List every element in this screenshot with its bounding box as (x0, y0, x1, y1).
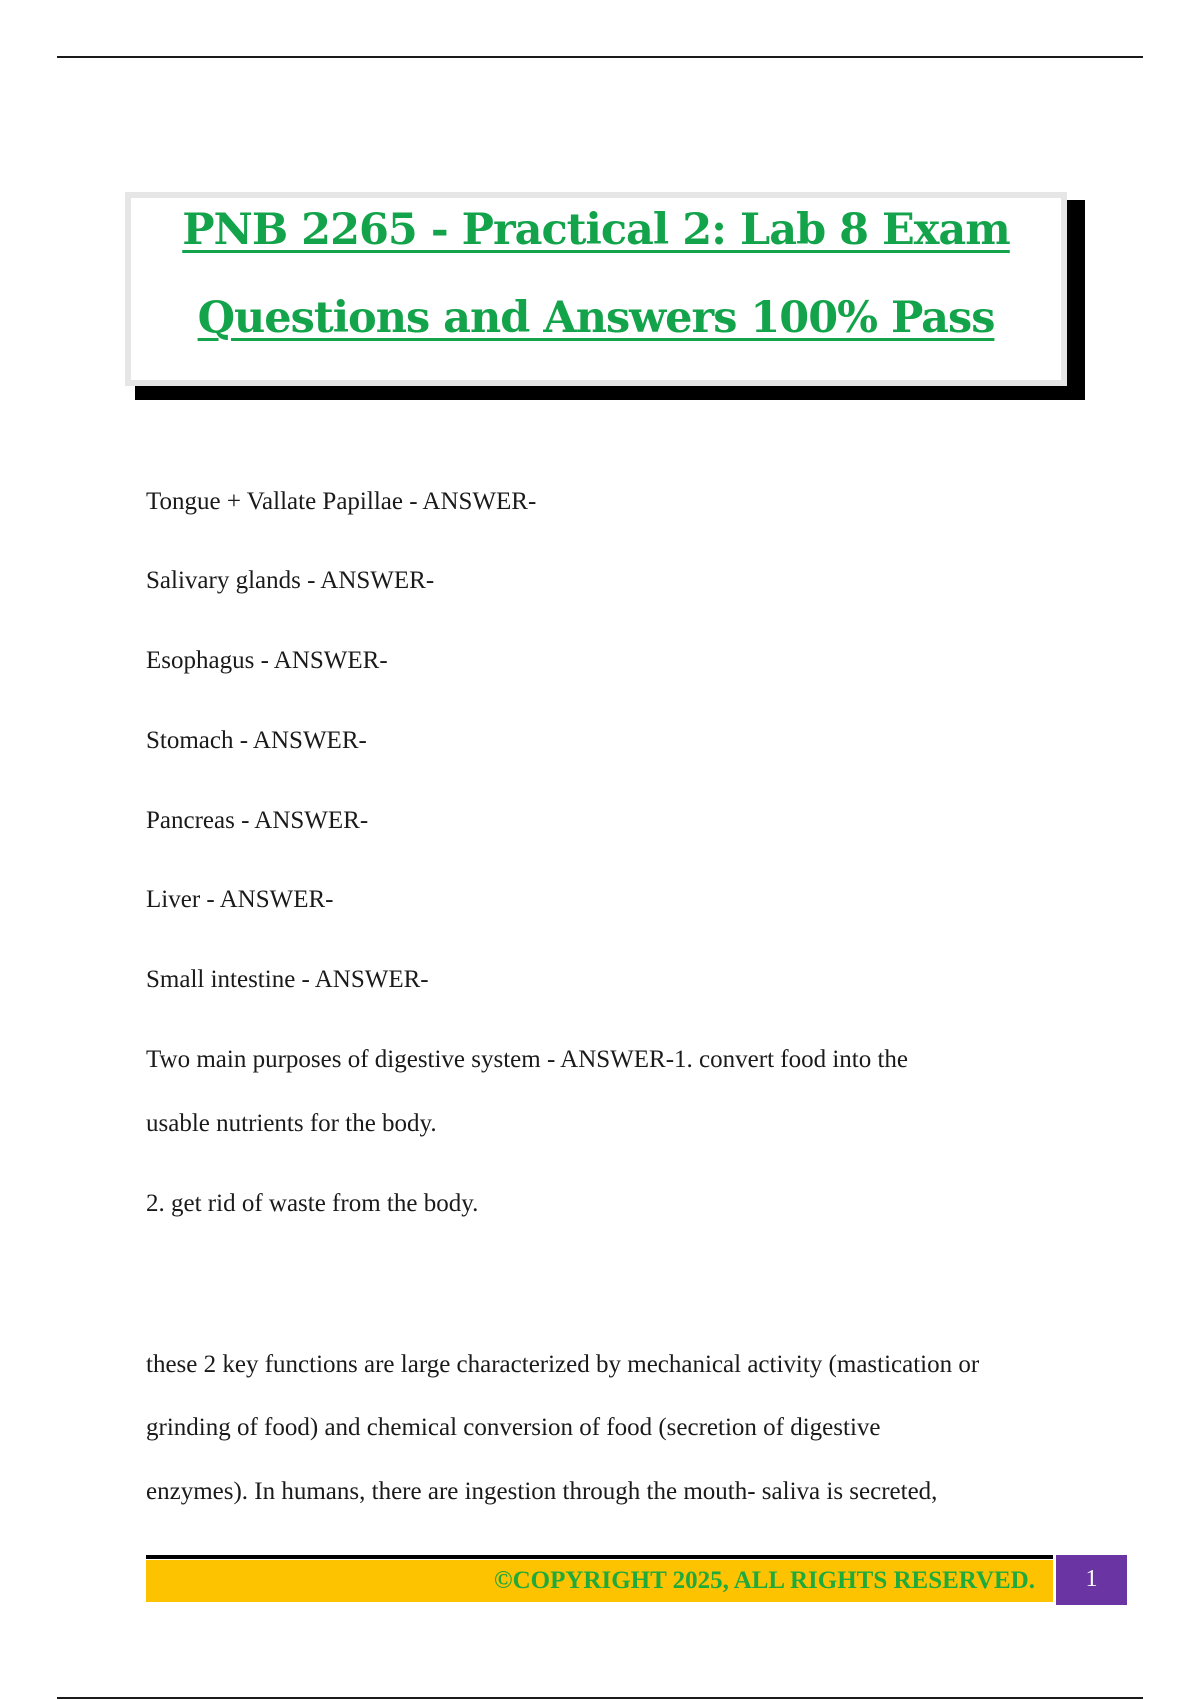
qa-line: Liver - ANSWER- (146, 886, 334, 913)
footer-rule (146, 1555, 1053, 1559)
qa-line: Esophagus - ANSWER- (146, 647, 388, 674)
title-box (125, 192, 1067, 386)
qa-line: Stomach - ANSWER- (146, 727, 367, 754)
document-title-line-1: PNB 2265 - Practical 2: Lab 8 Exam (182, 205, 1010, 255)
page-number-badge: 1 (1056, 1555, 1127, 1605)
qa-line: Pancreas - ANSWER- (146, 807, 369, 834)
qa-line: 2. get rid of waste from the body. (146, 1190, 479, 1217)
bottom-rule (57, 1697, 1143, 1699)
qa-line: Salivary glands - ANSWER- (146, 567, 435, 594)
qa-line: Small intestine - ANSWER- (146, 966, 429, 993)
footer-bar (146, 1560, 1053, 1602)
top-rule (57, 56, 1143, 58)
qa-line: Two main purposes of digestive system - ANSWER-1. convert food into the (146, 1046, 909, 1073)
copyright-notice: ©COPYRIGHT 2025, ALL RIGHTS RESERVED. (493, 1567, 1035, 1594)
qa-line: Tongue + Vallate Papillae - ANSWER- (146, 488, 537, 515)
paragraph-line: these 2 key functions are large characterized by mechanical activity (mastication or (146, 1351, 980, 1378)
paragraph-line: grinding of food) and chemical conversion of food (secretion of digestive (146, 1414, 881, 1441)
qa-line: usable nutrients for the body. (146, 1110, 437, 1137)
paragraph-line: enzymes). In humans, there are ingestion through the mouth- saliva is secreted, (146, 1478, 938, 1505)
document-title-line-2: Questions and Answers 100% Pass (197, 293, 995, 343)
